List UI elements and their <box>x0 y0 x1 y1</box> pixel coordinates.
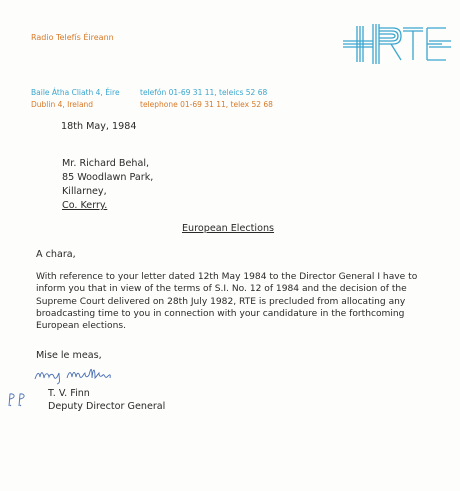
address-english: Dublin 4, Ireland <box>31 100 94 109</box>
phone-english: telephone 01-69 31 11, telex 52 68 <box>140 100 273 109</box>
signer-title: Deputy Director General <box>48 401 166 412</box>
recipient-line: Killarney, <box>62 186 107 197</box>
recipient-address <box>62 157 153 213</box>
handwritten-signature <box>31 363 145 385</box>
letter-closing: Mise le meas, <box>36 350 102 361</box>
phone-irish: telefón 01-69 31 11, teleics 52 68 <box>140 88 268 97</box>
recipient-line: Mr. Richard Behal, <box>62 158 150 169</box>
letter-body: With reference to your letter dated 12th May 1984 to the Director General I have to inform you that in view of the terms of S.I. No. 12 of 1984 and the decision of the Supreme Court delivered on 28th July 1982, RTE is precluded from allocating any broadcasting time to you in connection with your candidature in the forthcoming European elections. <box>36 272 418 332</box>
letter-date: 18th May, 1984 <box>61 121 137 132</box>
letter-subject: European Elections <box>182 223 275 234</box>
signer-block <box>48 387 165 413</box>
recipient-line: Co. Kerry. <box>62 200 108 211</box>
letter-greeting: A chara, <box>36 249 76 260</box>
organisation-name: Radio Telefís Éireann <box>31 33 114 42</box>
address-irish: Baile Átha Cliath 4, Éire <box>31 88 120 97</box>
recipient-line: 85 Woodlawn Park, <box>62 172 154 183</box>
rte-logo <box>343 22 451 64</box>
signer-name: T. V. Finn <box>48 388 90 399</box>
pp-annotation <box>6 390 32 408</box>
